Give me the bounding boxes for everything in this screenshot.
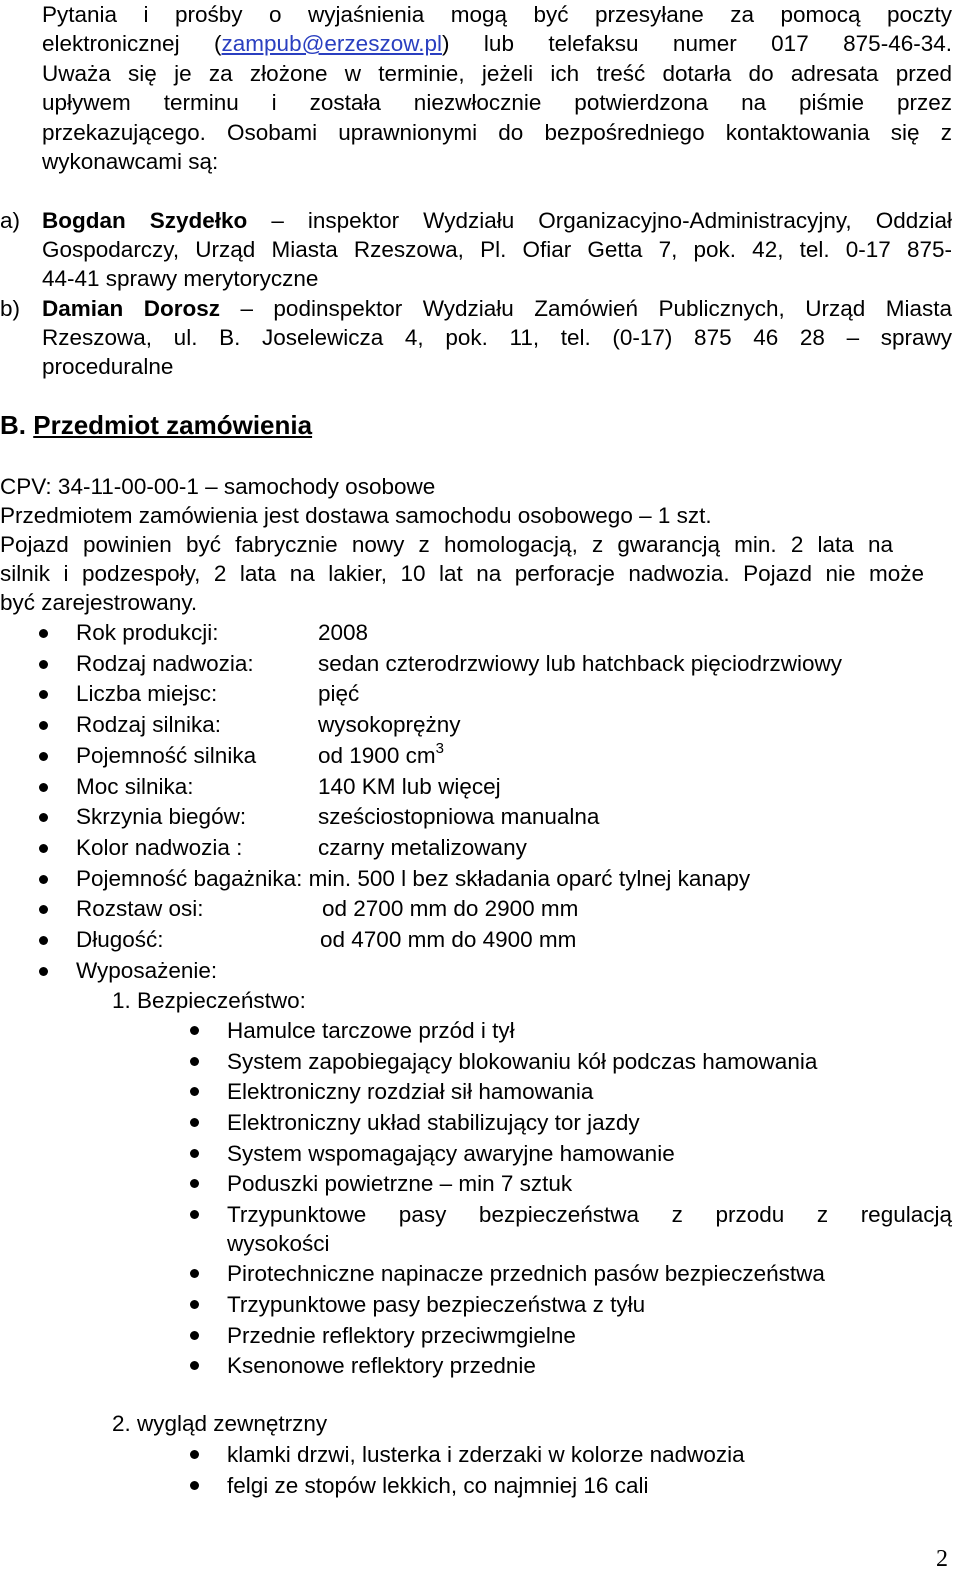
- intro-line-5: przekazującego. Osobami uprawnionymi do bezpośredniego kontaktowania się z: [42, 120, 952, 145]
- safety-item: Poduszki powietrzne – min 7 sztuk: [227, 1171, 573, 1196]
- contact-b-line-2: Rzeszowa, ul. B. Joselewicza 4, pok. 11, tel. (0-17) 875 46 28 – sprawy: [42, 325, 952, 350]
- spec-label: Rodzaj nadwozia:: [76, 651, 254, 676]
- contact-b-name: Damian Dorosz: [42, 296, 220, 321]
- safety-item-continuation: wysokości: [227, 1231, 330, 1256]
- safety-item: Elektroniczny rozdział sił hamowania: [227, 1079, 594, 1104]
- safety-item: Hamulce tarczowe przód i tył: [227, 1018, 515, 1043]
- bullet-icon: [39, 752, 48, 761]
- bullet-icon: [39, 875, 48, 884]
- exterior-item: klamki drzwi, lusterka i zderzaki w kolorze nadwozia: [227, 1442, 745, 1467]
- bullet-icon: [190, 1057, 199, 1066]
- vehicle-desc-line-3: być zarejestrowany.: [0, 590, 198, 615]
- intro-line-3: Uważa się je za złożone w terminie, jeżeli ich treść dotarła do adresata przed: [42, 61, 952, 86]
- intro-line-4: upływem terminu i została niezwłocznie potwierdzona na piśmie przez: [42, 90, 952, 115]
- bullet-icon: [190, 1149, 199, 1158]
- bullet-icon: [39, 783, 48, 792]
- safety-item: Ksenonowe reflektory przednie: [227, 1353, 536, 1378]
- email-link[interactable]: zampub@erzeszow.pl: [221, 31, 442, 56]
- bullet-icon: [39, 690, 48, 699]
- vehicle-desc-line-1: Pojazd powinien być fabrycznie nowy z homologacją, z gwarancją min. 2 lata na: [0, 532, 893, 557]
- bullet-icon: [190, 1210, 199, 1219]
- contact-a-line-2: Gospodarczy, Urząd Miasta Rzeszowa, Pl. Ofiar Getta 7, pok. 42, tel. 0-17 875-: [42, 237, 952, 262]
- spec-label: Długość:: [76, 927, 164, 952]
- safety-heading: 1. Bezpieczeństwo:: [112, 988, 306, 1013]
- spec-label: Rok produkcji:: [76, 620, 219, 645]
- bullet-icon: [190, 1269, 199, 1278]
- exterior-heading: 2. wygląd zewnętrzny: [112, 1411, 328, 1436]
- contact-a-marker: a): [0, 208, 21, 233]
- section-heading: B. Przedmiot zamówienia: [0, 410, 313, 440]
- spec-label: Skrzynia biegów:: [76, 804, 247, 829]
- safety-item: Trzypunktowe pasy bezpieczeństwa z tyłu: [227, 1292, 646, 1317]
- spec-value: pięć: [318, 681, 360, 706]
- contact-a-line-1: Bogdan Szydełko – inspektor Wydziału Organizacyjno-Administracyjny, Oddział: [42, 208, 952, 233]
- intro-line-6: wykonawcami są:: [42, 149, 219, 174]
- bullet-icon: [190, 1026, 199, 1035]
- cpv-line: CPV: 34-11-00-00-1 – samochody osobowe: [0, 474, 436, 499]
- spec-value: sześciostopniowa manualna: [318, 804, 600, 829]
- safety-item: Przednie reflektory przeciwmgielne: [227, 1323, 576, 1348]
- bullet-icon: [39, 660, 48, 669]
- spec-value: od 1900 $cm^3$: [318, 740, 444, 768]
- contact-a-name: Bogdan Szydełko: [42, 208, 248, 233]
- contact-b-line-3: proceduralne: [42, 354, 174, 379]
- bullet-icon: [39, 844, 48, 853]
- safety-item: Elektroniczny układ stabilizujący tor jazdy: [227, 1110, 640, 1135]
- spec-value: wysokoprężny: [318, 712, 461, 737]
- spec-value: 140 KM lub więcej: [318, 774, 501, 799]
- bullet-icon: [190, 1450, 199, 1459]
- safety-item: System wspomagający awaryjne hamowanie: [227, 1141, 675, 1166]
- bullet-icon: [39, 936, 48, 945]
- bullet-icon: [190, 1087, 199, 1096]
- spec-label: Rozstaw osi:: [76, 896, 204, 921]
- bullet-icon: [190, 1361, 199, 1370]
- bullet-icon: [190, 1118, 199, 1127]
- spec-value: 2008: [318, 620, 369, 645]
- spec-label: Liczba miejsc:: [76, 681, 218, 706]
- spec-label: Moc silnika:: [76, 774, 194, 799]
- contact-a-line-3: 44-41 sprawy merytoryczne: [42, 266, 319, 291]
- intro-line-2: elektronicznej (zampub@erzeszow.pl) lub telefaksu numer 017 875-46-34.: [42, 31, 952, 56]
- spec-label: Pojemność silnika: [76, 743, 257, 768]
- contact-b-line-1: Damian Dorosz – podinspektor Wydziału Zamówień Publicznych, Urząd Miasta: [42, 296, 952, 321]
- bullet-icon: [39, 967, 48, 976]
- spec-value: czarny metalizowany: [318, 835, 527, 860]
- bullet-icon: [39, 813, 48, 822]
- safety-item: System zapobiegający blokowaniu kół podczas hamowania: [227, 1049, 818, 1074]
- safety-item: Trzypunktowe pasy bezpieczeństwa z przodu z regulacją: [227, 1202, 952, 1227]
- spec-value: sedan czterodrzwiowy lub hatchback pięciodrzwiowy: [318, 651, 842, 676]
- vehicle-desc-line-2: silnik i podzespoły, 2 lata na lakier, 10 lat na perforacje nadwozia. Pojazd nie może: [0, 561, 924, 586]
- bullet-icon: [39, 905, 48, 914]
- bullet-icon: [190, 1331, 199, 1340]
- spec-label: Rodzaj silnika:: [76, 712, 222, 737]
- bullet-icon: [190, 1300, 199, 1309]
- spec-label: Kolor nadwozia :: [76, 835, 243, 860]
- spec-value: od 2700 mm do 2900 mm: [322, 896, 579, 921]
- spec-value: od 4700 mm do 4900 mm: [320, 927, 577, 952]
- safety-item: Pirotechniczne napinacze przednich pasów bezpieczeństwa: [227, 1261, 825, 1286]
- subject-line: Przedmiotem zamówienia jest dostawa samochodu osobowego – 1 szt.: [0, 503, 712, 528]
- spec-label: Pojemność bagażnika: min. 500 l bez składania oparć tylnej kanapy: [76, 866, 751, 891]
- bullet-icon: [39, 629, 48, 638]
- page-number: 2: [936, 1546, 948, 1572]
- intro-line-1: Pytania i prośby o wyjaśnienia mogą być przesyłane za pomocą poczty: [42, 2, 952, 27]
- superscript: 3: [435, 740, 444, 757]
- contact-b-marker: b): [0, 296, 21, 321]
- exterior-item: felgi ze stopów lekkich, co najmniej 16 cali: [227, 1473, 649, 1498]
- spec-label: Wyposażenie:: [76, 958, 218, 983]
- bullet-icon: [190, 1481, 199, 1490]
- bullet-icon: [39, 721, 48, 730]
- bullet-icon: [190, 1179, 199, 1188]
